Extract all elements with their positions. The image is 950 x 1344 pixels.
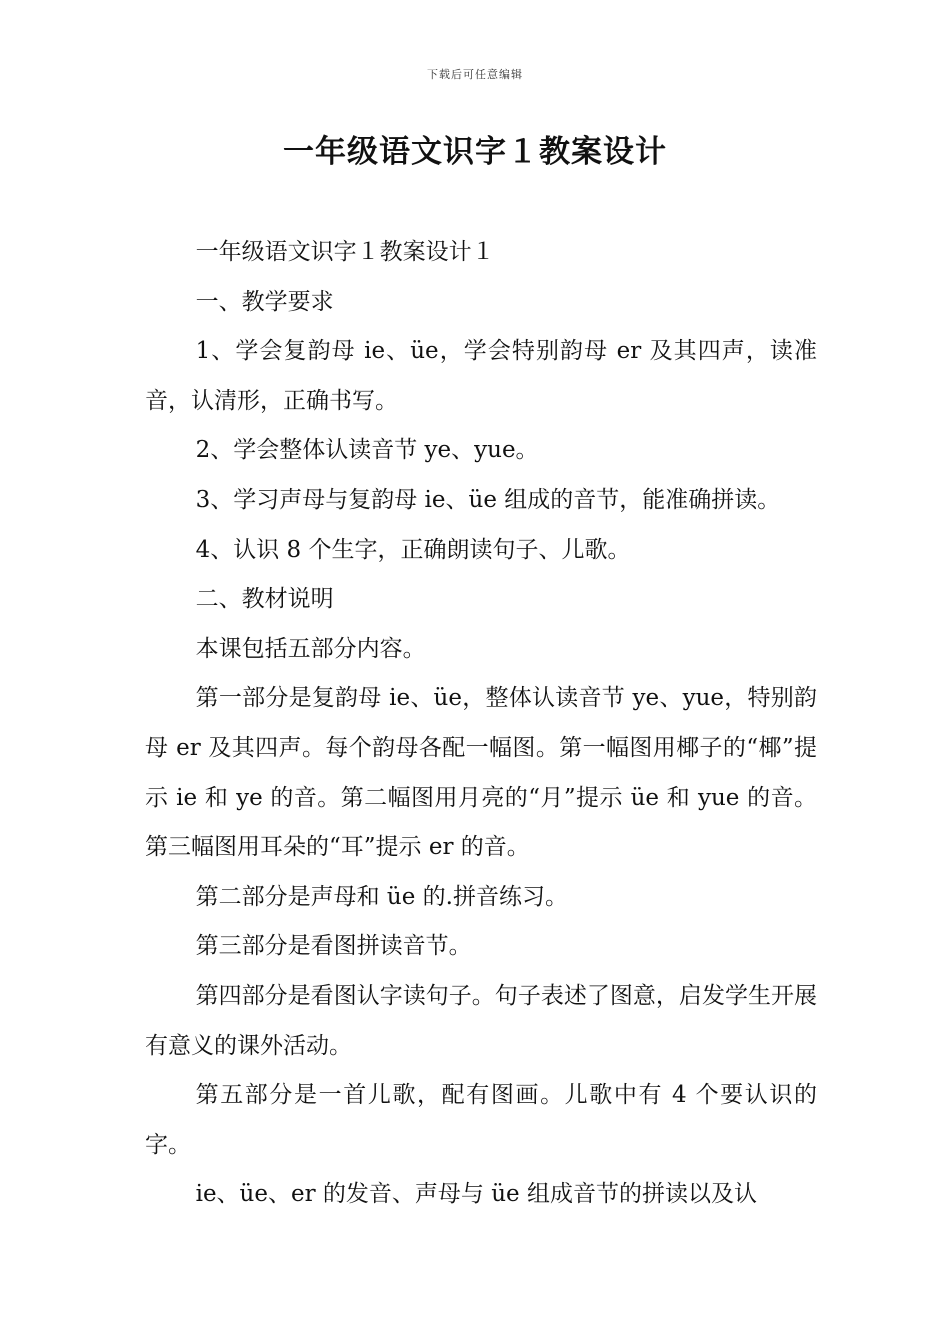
paragraph-requirement: 3、学习声母与复韵母 ie、üe 组成的音节，能准确拼读。 bbox=[195, 486, 781, 513]
paragraph-requirement: 4、认识 8 个生字，正确朗读句子、儿歌。 bbox=[195, 536, 631, 563]
document-title: 一年级语文识字１教案设计 bbox=[283, 134, 667, 170]
paragraph: 第二部分是声母和 üe 的.拼音练习。 bbox=[195, 883, 568, 910]
paragraph: ie、üe、er 的发音、声母与 üe 组成音节的拼读以及认 bbox=[195, 1181, 757, 1208]
paragraph: 第三部分是看图拼读音节。 bbox=[195, 933, 472, 960]
paragraph-requirement: 2、学会整体认读音节 ye、yue。 bbox=[195, 437, 539, 464]
paragraph: 本课包括五部分内容。 bbox=[195, 635, 426, 662]
paragraph-section-heading: 二、教材说明 bbox=[195, 586, 334, 613]
paragraph: 第一部分是复韵母 ie、üe，整体认读音节 ye、yue，特别韵母 er 及其四声。每个韵母各配一幅图。第一幅图用椰子的“椰”提示 ie 和 ye 的音。第二幅图用月亮的“月”提示 üe 和 yue 的音。第三幅图用耳朵的“耳”提示 er 的音。 bbox=[145, 685, 817, 861]
page-header-note: 下载后可任意编辑 bbox=[427, 68, 523, 81]
paragraph: 第四部分是看图认字读句子。句子表述了图意，启发学生开展有意义的课外活动。 bbox=[145, 982, 817, 1059]
paragraph: 第五部分是一首儿歌，配有图画。儿歌中有 4 个要认识的字。 bbox=[145, 1082, 817, 1158]
paragraph-requirement: 1、学会复韵母 ie、üe，学会特别韵母 er 及其四声，读准音，认清形，正确书写。 bbox=[145, 338, 817, 414]
paragraph-subtitle: 一年级语文识字１教案设计１ bbox=[195, 239, 495, 265]
paragraph-section-heading: 一、教学要求 bbox=[195, 288, 334, 315]
document-body bbox=[145, 228, 817, 1220]
